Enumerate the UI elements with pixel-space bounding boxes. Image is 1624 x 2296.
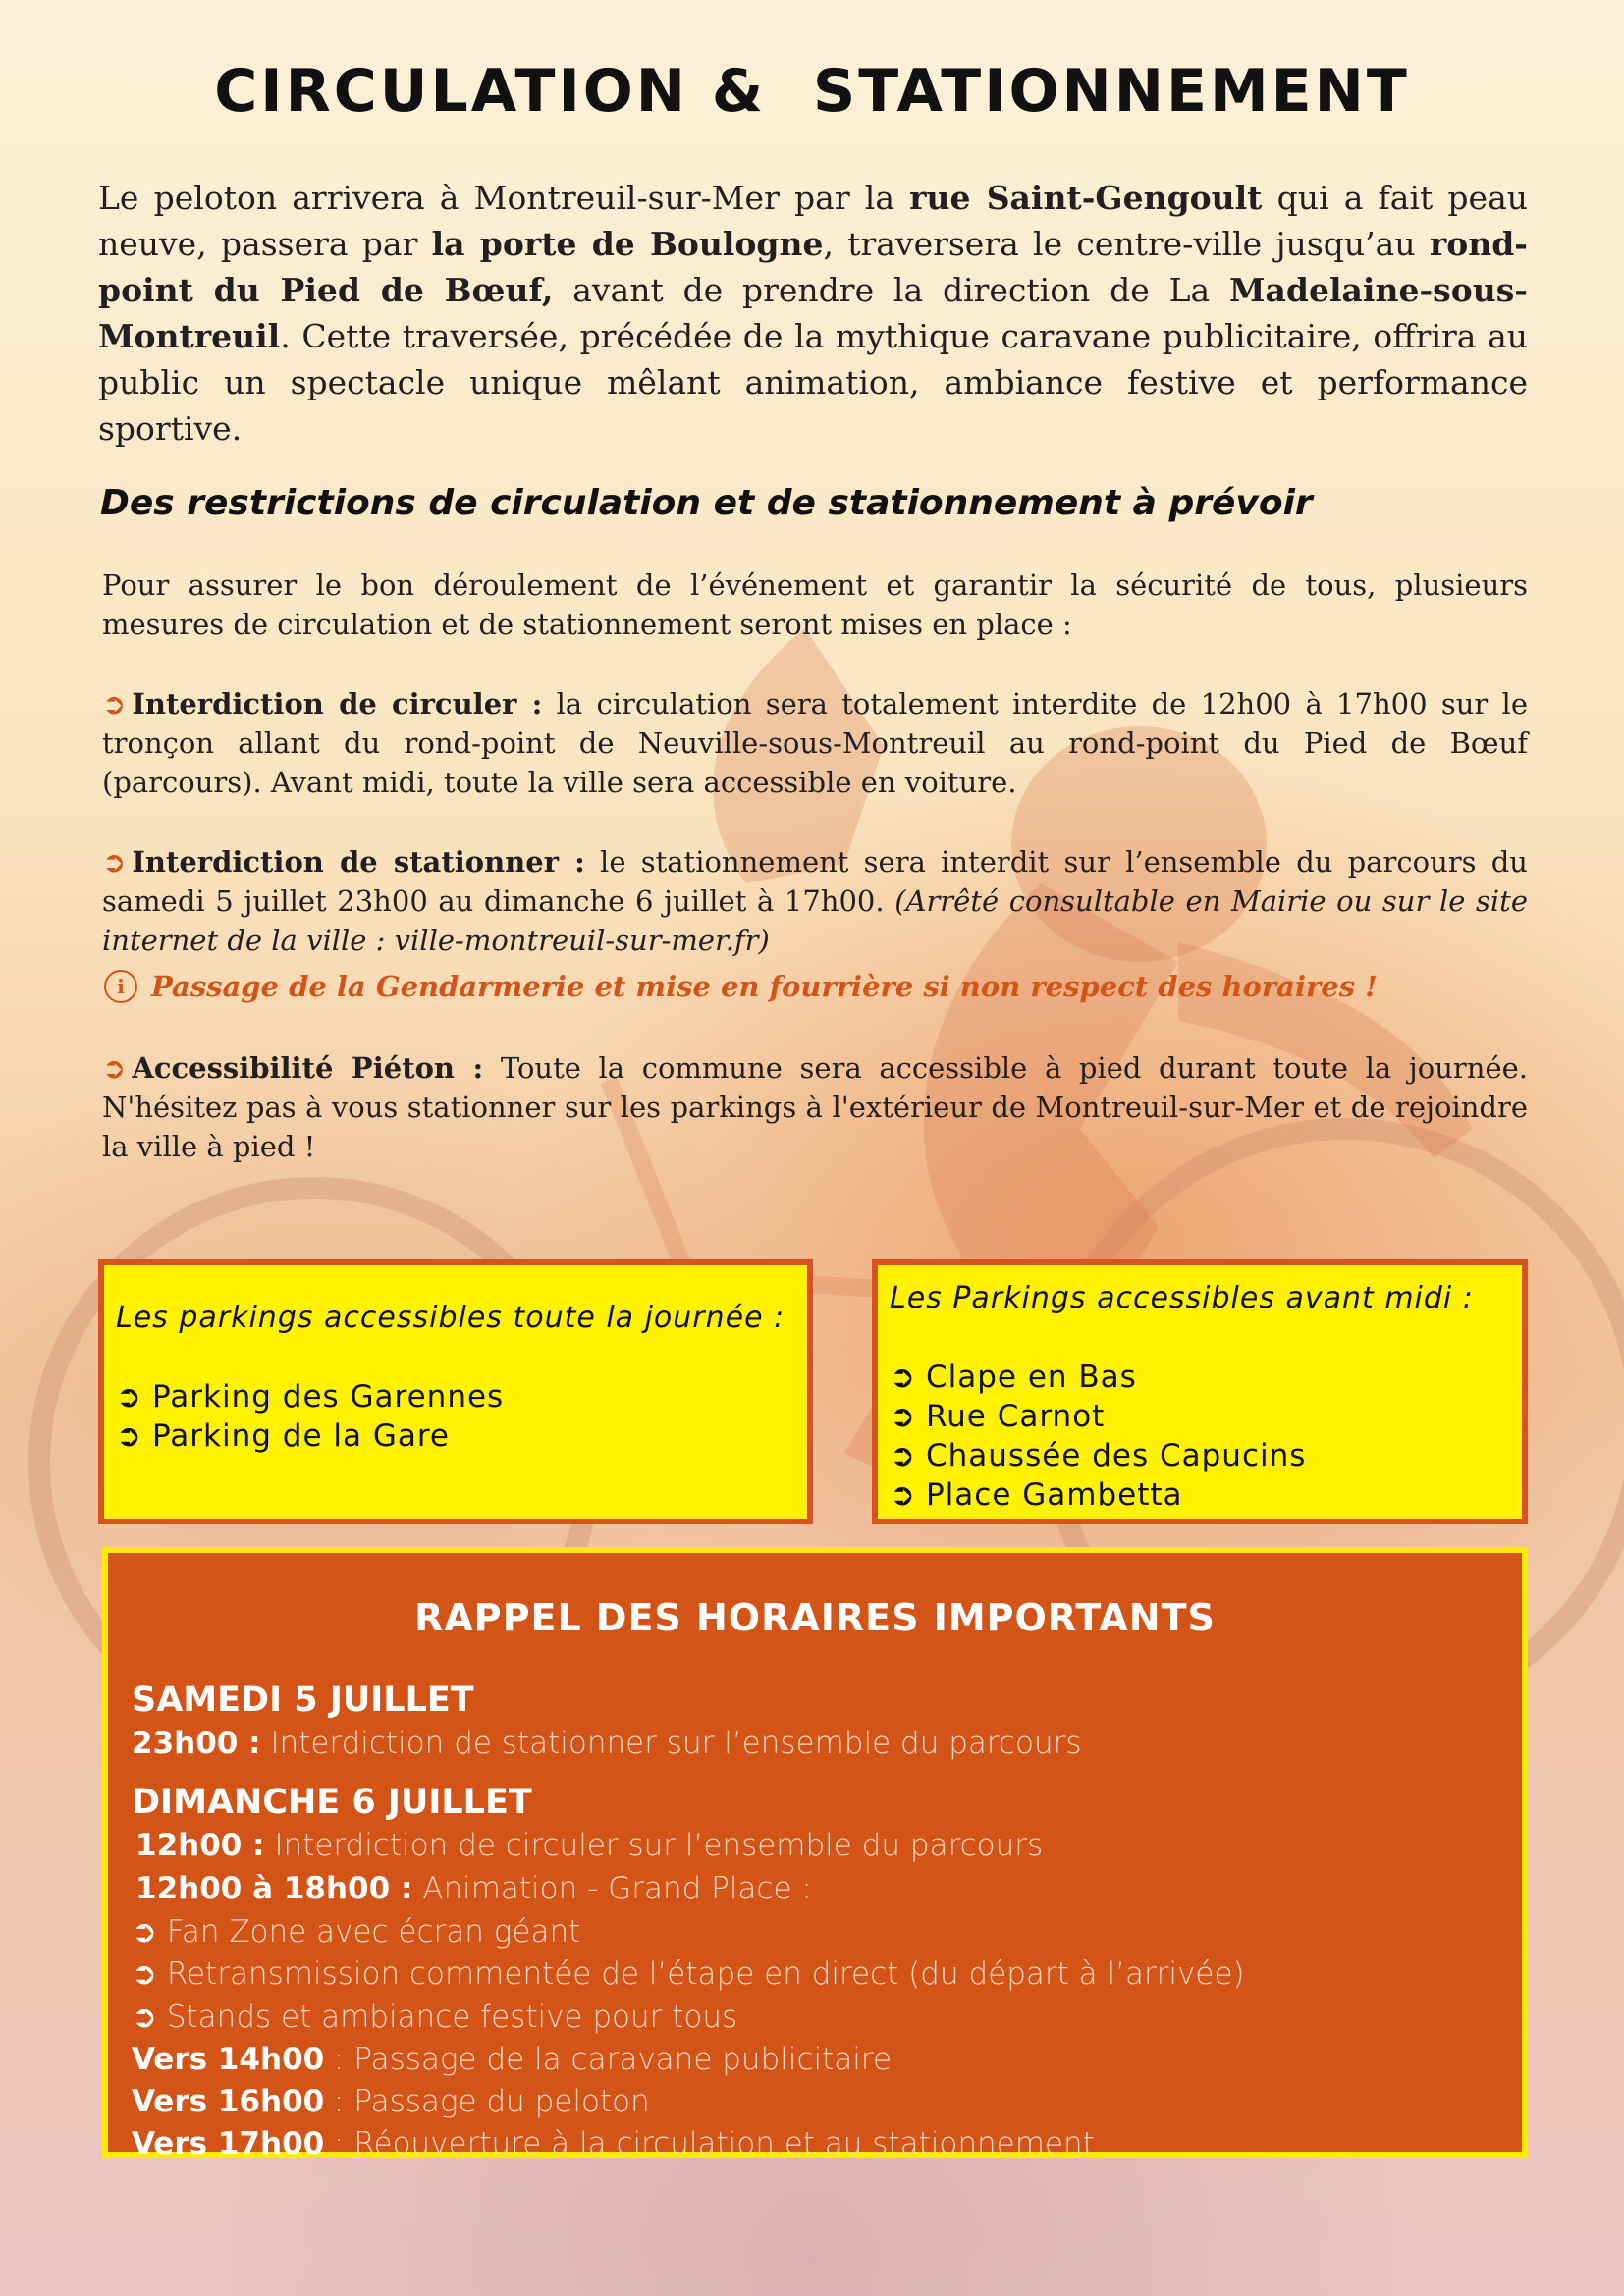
- rule-no-traffic: ➲ Interdiction de circuler : la circulation sera totalement interdite de 12h00 à 17h00 sur le tronçon allant du rond-point de Neuville-sous-Montreuil au rond-point du Pied de Bœuf (parcours). Avant midi, toute la ville sera accessible en voiture.: [102, 687, 1528, 799]
- schedule-line: Vers 17h00 : Réouverture à la circulation et au stationnement: [132, 2126, 1095, 2162]
- list-item: ➲ Chaussée des Capucins: [890, 1438, 1307, 1473]
- section-subtitle: Des restrictions de circulation et de stationnement à prévoir: [100, 483, 1313, 523]
- rule-no-parking: ➲ Interdiction de stationner : le stationnement sera interdit sur l’ensemble du parcours du samedi 5 juillet 23h00 au dimanche 6 juillet à 17h00. (Arrêté consultable en Mairie ou sur le site internet de la ville : ville-montreuil-sur-mer.fr): [102, 845, 1528, 957]
- box-title: Les Parkings accessibles avant midi :: [890, 1281, 1474, 1315]
- day-heading-sunday: DIMANCHE 6 JUILLET: [132, 1783, 532, 1822]
- arrow-right-icon: ➲: [890, 1477, 916, 1513]
- page-title: CIRCULATION & STATIONNEMENT: [214, 57, 1410, 126]
- rule-pedestrian-access: ➲ Accessibilité Piéton : Toute la commune sera accessible à pied durant toute la journée. N'hésitez pas à vous stationner sur les parkings à l'extérieur de Montreuil-sur-Mer et de rejoindre la ville à pied !: [102, 1051, 1529, 1163]
- schedule-line: ➲ Stands et ambiance festive pour tous: [132, 2000, 738, 2035]
- schedule-title: RAPPEL DES HORAIRES IMPORTANTS: [414, 1596, 1216, 1639]
- schedule-line: 12h00 à 18h00 : Animation - Grand Place :: [135, 1871, 812, 1906]
- schedule-line: ➲ Fan Zone avec écran géant: [132, 1914, 581, 1949]
- list-item: ➲ Place Gambetta: [890, 1477, 1183, 1513]
- arrow-right-icon: ➲: [102, 687, 127, 721]
- schedule-reminder-box: [102, 1547, 1528, 2162]
- towing-warning: i Passage de la Gendarmerie et mise en fourrière si non respect des horaires !: [104, 970, 1378, 1003]
- schedule-line: Vers 16h00 : Passage du peloton: [132, 2084, 650, 2119]
- arrow-right-icon: ➲: [116, 1418, 142, 1454]
- list-item: ➲ Parking de la Gare: [116, 1418, 450, 1454]
- arrow-right-icon: ➲: [102, 845, 127, 879]
- parkings-before-noon-box: [872, 1259, 1528, 1524]
- list-item: ➲ Clape en Bas: [890, 1360, 1137, 1395]
- arrow-right-icon: ➲: [132, 1914, 157, 1949]
- arrow-right-icon: ➲: [890, 1438, 916, 1473]
- schedule-line: 23h00 : Interdiction de stationner sur l’ensemble du parcours: [132, 1726, 1082, 1761]
- lead-paragraph: Pour assurer le bon déroulement de l’événement et garantir la sécurité de tous, plusieurs mesures de circulation et de stationnement seront mises en place :: [102, 568, 1528, 641]
- info-icon: i: [104, 970, 137, 1003]
- list-item: ➲ Rue Carnot: [890, 1399, 1106, 1434]
- arrow-right-icon: ➲: [890, 1360, 916, 1395]
- day-heading-saturday: SAMEDI 5 JUILLET: [132, 1681, 474, 1720]
- arrow-right-icon: ➲: [132, 1956, 157, 1992]
- box-title: Les parkings accessibles toute la journée :: [116, 1301, 785, 1335]
- schedule-line: ➲ Retransmission commentée de l’étape en direct (du départ à l’arrivée): [132, 1956, 1245, 1992]
- arrow-right-icon: ➲: [116, 1379, 142, 1415]
- arrow-right-icon: ➲: [132, 2000, 157, 2035]
- parkings-all-day-box: [98, 1259, 813, 1524]
- intro-paragraph: Le peloton arrivera à Montreuil-sur-Mer par la rue Saint-Gengoult qui a fait peau neuve, passera par la porte de Boulogne, traversera le centre-ville jusqu’au rond-point du Pied de Bœuf, avant de prendre la direction de La Madelaine-sous-Montreuil. Cette traversée, précédée de la mythique caravane publicitaire, offrira au public un spectacle unique mêlant animation, ambiance festive et performance sportive.: [98, 179, 1529, 448]
- arrow-right-icon: ➲: [890, 1399, 916, 1434]
- arrow-right-icon: ➲: [102, 1051, 127, 1085]
- schedule-line: 12h00 : Interdiction de circuler sur l’ensemble du parcours: [135, 1828, 1044, 1863]
- list-item: ➲ Parking des Garennes: [116, 1379, 505, 1415]
- schedule-line: Vers 14h00 : Passage de la caravane publicitaire: [132, 2042, 893, 2077]
